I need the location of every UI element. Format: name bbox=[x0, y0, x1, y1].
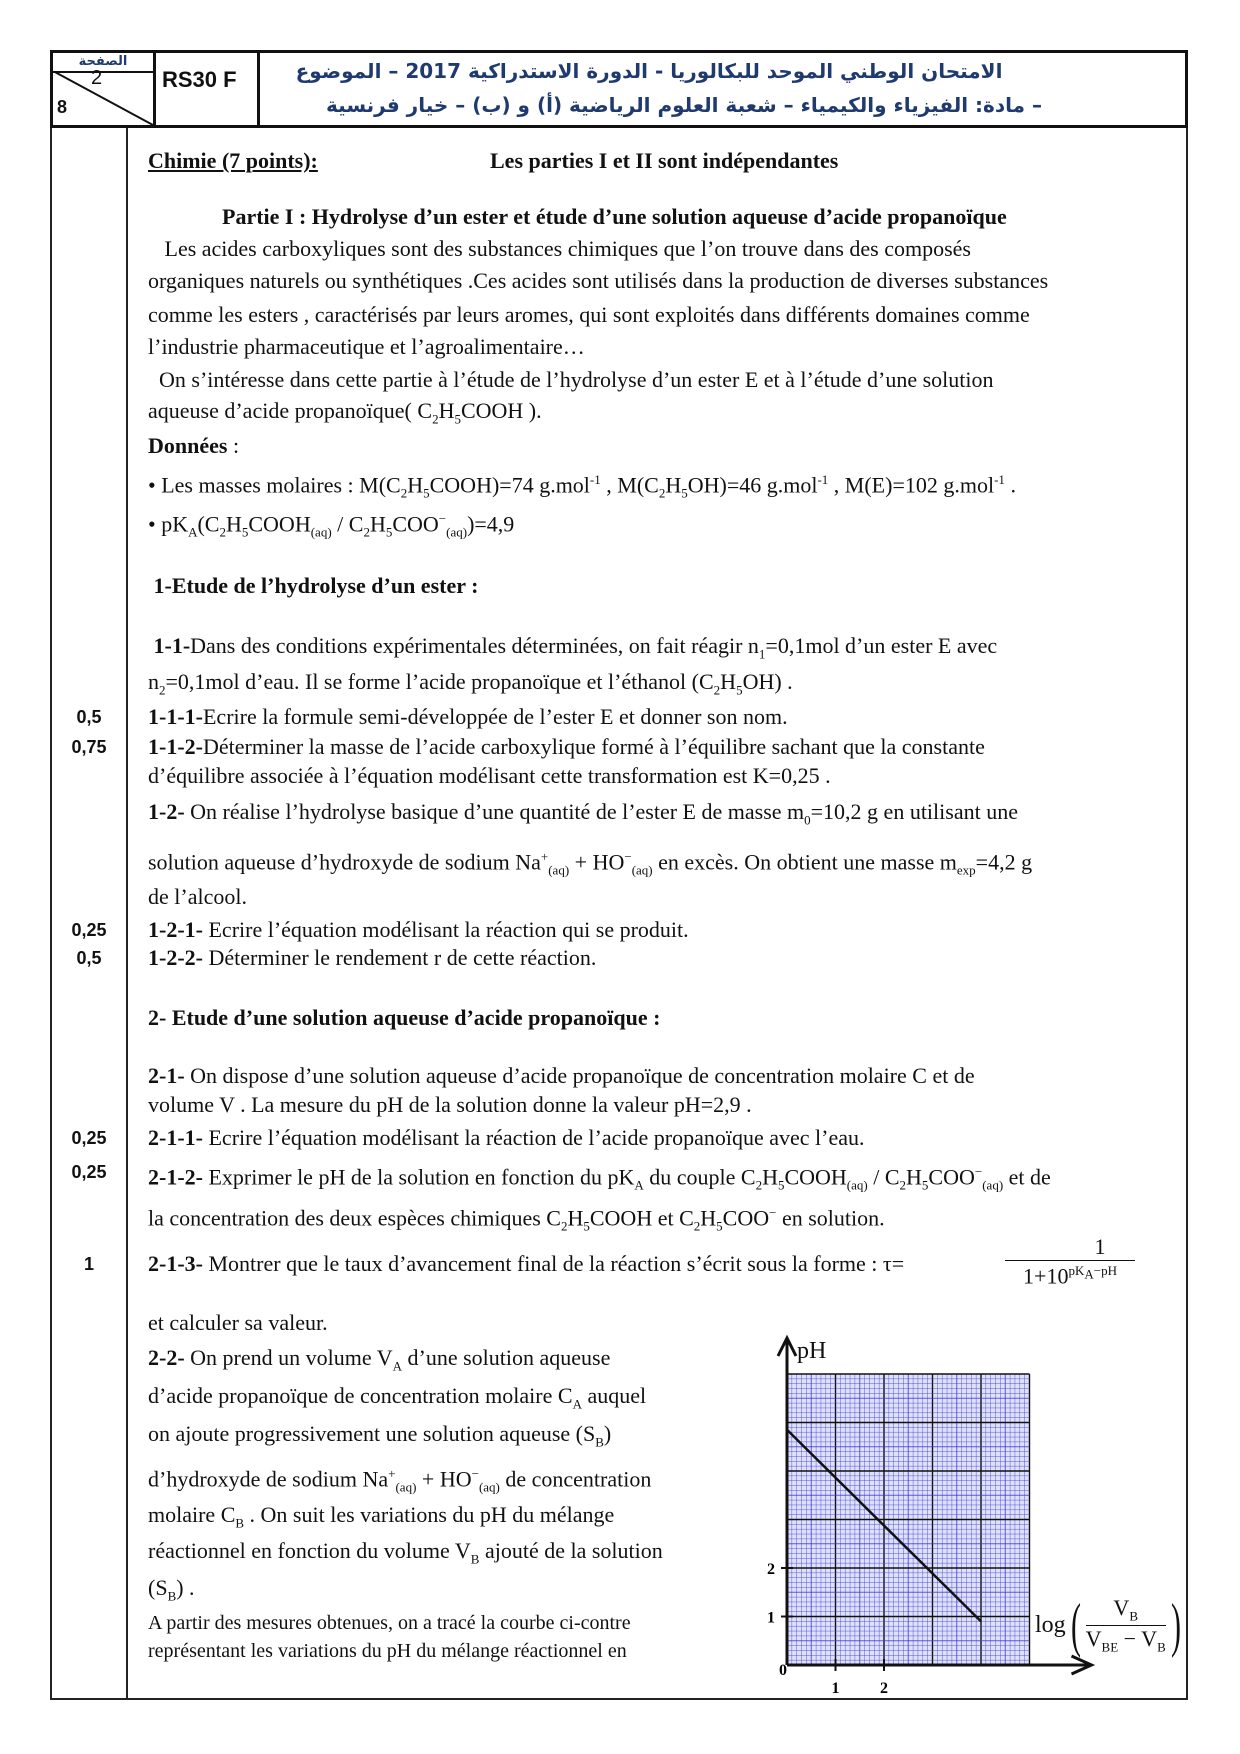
text-line: réactionnel en fonction du volume $V_B$ ajouté de la solution bbox=[148, 1538, 663, 1567]
question-1-1-2: 1-1-2-Déterminer la masse de l’acide carboxylique formé à l’équilibre sachant que la constante bbox=[148, 734, 985, 759]
question-2-1-1: 2-1-1- Ecrire l’équation modélisant la réaction de l’acide propanoïque avec l’eau. bbox=[148, 1125, 865, 1150]
text-line: on ajoute progressivement une solution aqueuse $(S_B)$ bbox=[148, 1421, 612, 1450]
x-tick-label: 1 bbox=[831, 1680, 840, 1697]
y-tick-label: 1 bbox=[767, 1609, 775, 1627]
section-subtitle: Les parties I et II sont indépendantes bbox=[490, 148, 839, 173]
formula-denominator: 1+10 bbox=[1023, 1263, 1069, 1289]
score: 1 bbox=[83, 1254, 94, 1274]
data-heading: Données : bbox=[148, 433, 240, 458]
score-column bbox=[50, 128, 128, 1700]
question-1-1: 1-1-Dans des conditions expérimentales déterminées, on fait réagir $n_1=0,1mol$ d’un ester E avec bbox=[153, 633, 998, 662]
score: 0,5 bbox=[76, 948, 102, 968]
pka-value: • $pK_A(C_2H_5COOH_{(aq)} / C_2H_5COO^-_{(aq)})=4,9$ bbox=[148, 511, 515, 540]
text-line: aqueuse d’acide propanoïque( $C_2H_5COOH$ ). bbox=[148, 398, 542, 427]
part-title: Partie I : Hydrolyse d’un ester et étude d’une solution aqueuse d’acide propanoïque bbox=[222, 204, 1007, 229]
text-line: d’hydroxyde de sodium $Na^+_{(aq)} + HO^-_{(aq)}$ de concentration bbox=[148, 1466, 652, 1495]
exam-code-box bbox=[156, 53, 260, 125]
question-2-1: 2-1- On dispose d’une solution aqueuse d’acide propanoïque de concentration molaire C et de bbox=[148, 1063, 975, 1088]
diagonal-divider bbox=[53, 71, 153, 125]
page-total: 8 bbox=[57, 97, 68, 117]
question-1-2-cont: de l’alcool. bbox=[148, 884, 247, 909]
score: 0,25 bbox=[71, 1162, 107, 1182]
question-2-1-2: 2-1-2- Exprimer le pH de la solution en fonction du $pK_A$ du couple $C_2H_5COOH_{(aq)} / C_2H_5COO^-_{(aq)}$ et de bbox=[148, 1164, 1051, 1193]
text-line: d’acide propanoïque de concentration molaire $C_A$ auquel bbox=[148, 1383, 647, 1412]
tau-formula bbox=[1005, 1234, 1135, 1289]
molar-masses: • Les masses molaires : $M(C_2H_5COOH)=74$ g.mol$^{-1}$ , $M(C_2H_5OH)=46$ g.mol$^{-1}$ , M(E)=102 g.mol$^{-1}$ . bbox=[148, 472, 1016, 501]
y-axis-label: pH bbox=[797, 1338, 827, 1364]
text-line: $(S_B)$ . bbox=[148, 1575, 195, 1604]
text-line: On s’intéresse dans cette partie à l’étude de l’hydrolyse d’un ester E et à l’étude d’une solution bbox=[148, 367, 994, 392]
formula-numerator: 1 bbox=[1094, 1234, 1106, 1259]
x-tick-label: 0 bbox=[779, 1662, 787, 1679]
x-label-numerator: $V_B$ bbox=[1113, 1595, 1138, 1624]
page-number-box bbox=[53, 53, 156, 125]
score: 0,5 bbox=[76, 707, 102, 727]
x-tick-label: 2 bbox=[880, 1680, 888, 1697]
x-label-denominator: $V_{BE} - V_B$ bbox=[1085, 1625, 1166, 1654]
question-2-1-3: 2-1-3- Montrer que le taux d’avancement final de la réaction s’écrit sous la forme : τ= bbox=[148, 1251, 905, 1276]
x-axis-log: log bbox=[1035, 1611, 1066, 1638]
text-line: organiques naturels ou synthétiques .Ces acides sont utilisés dans la production de diverses substances bbox=[148, 268, 1049, 293]
text-line: représentant les variations du pH du mélange réactionnel en bbox=[148, 1640, 627, 1662]
page-current: 2 bbox=[91, 67, 103, 89]
header-title-1: الامتحان الوطني الموحد للبكالوريا - الدورة الاستدراكية 2017 – الموضوع bbox=[295, 59, 1003, 83]
question-1-2: 1-2- On réalise l’hydrolyse basique d’une quantité de l’ester E de masse $m_0=10,2$ g en utilisant une bbox=[148, 799, 1018, 828]
x-axis-label: log ( $V_B$ $V_{BE} - V_B$ ) bbox=[1035, 1592, 1181, 1658]
text-line: molaire $C_B$ . On suit les variations du pH du mélange bbox=[148, 1502, 615, 1531]
score: 0,75 bbox=[71, 737, 107, 757]
text-line: et calculer sa valeur. bbox=[148, 1310, 328, 1335]
header bbox=[50, 50, 1188, 128]
exam-code: RS30 F bbox=[162, 67, 237, 92]
question-1-1-2-cont: d’équilibre associée à l’équation modélisant cette transformation est K=0,25 . bbox=[148, 763, 831, 788]
text-line: Les acides carboxyliques sont des substances chimiques que l’on trouve dans des composés bbox=[148, 236, 971, 261]
header-title-2: – مادة: الفيزياء والكيمياء – شعبة العلوم الرياضية (أ) و (ب) – خيار فرنسية bbox=[326, 93, 1042, 117]
question-1-1-1: 1-1-1-Ecrire la formule semi-développée de l’ester E et donner son nom. bbox=[148, 704, 788, 729]
question-2-1-cont: volume V . La mesure du pH de la solution donne la valeur pH=2,9 . bbox=[148, 1092, 752, 1117]
subsection-2-title: 2- Etude d’une solution aqueuse d’acide propanoïque : bbox=[148, 1005, 661, 1030]
page-label: الصفحة bbox=[53, 53, 153, 73]
score: 0,25 bbox=[71, 920, 107, 940]
question-1-2-1: 1-2-1- Ecrire l’équation modélisant la réaction qui se produit. bbox=[148, 917, 689, 942]
question-2-1-2-cont: la concentration des deux espèces chimiques $C_2H_5COOH$ et $C_2H_5COO^-$ en solution. bbox=[148, 1205, 885, 1234]
question-2-2: 2-2- On prend un volume $V_A$ d’une solution aqueuse bbox=[148, 1345, 611, 1374]
question-1-2-2: 1-2-2- Déterminer le rendement r de cette réaction. bbox=[148, 945, 597, 970]
section-title: Chimie (7 points): bbox=[148, 148, 318, 173]
question-1-1-cont: $n_2=0,1mol$ d’eau. Il se forme l’acide propanoïque et l’éthanol $(C_2H_5OH)$ . bbox=[148, 669, 793, 698]
question-1-2-cont: solution aqueuse d’hydroxyde de sodium $Na^+_{(aq)} + HO^-_{(aq)}$ en excès. On obtient une masse $m_{exp}=4,2$ g bbox=[148, 849, 1033, 878]
text-line: comme les esters , caractérisés par leurs aromes, qui sont exploités dans différents domaines comme bbox=[148, 302, 1030, 327]
text-line: A partir des mesures obtenues, on a tracé la courbe ci-contre bbox=[148, 1612, 631, 1634]
subsection-1-title: 1-Etude de l’hydrolyse d’un ester : bbox=[153, 573, 479, 598]
score: 0,25 bbox=[71, 1128, 107, 1148]
formula-exponent: pKA−pH bbox=[1068, 1263, 1117, 1282]
y-tick-label: 2 bbox=[767, 1561, 775, 1578]
text-line: l’industrie pharmaceutique et l’agroalimentaire… bbox=[148, 334, 585, 359]
